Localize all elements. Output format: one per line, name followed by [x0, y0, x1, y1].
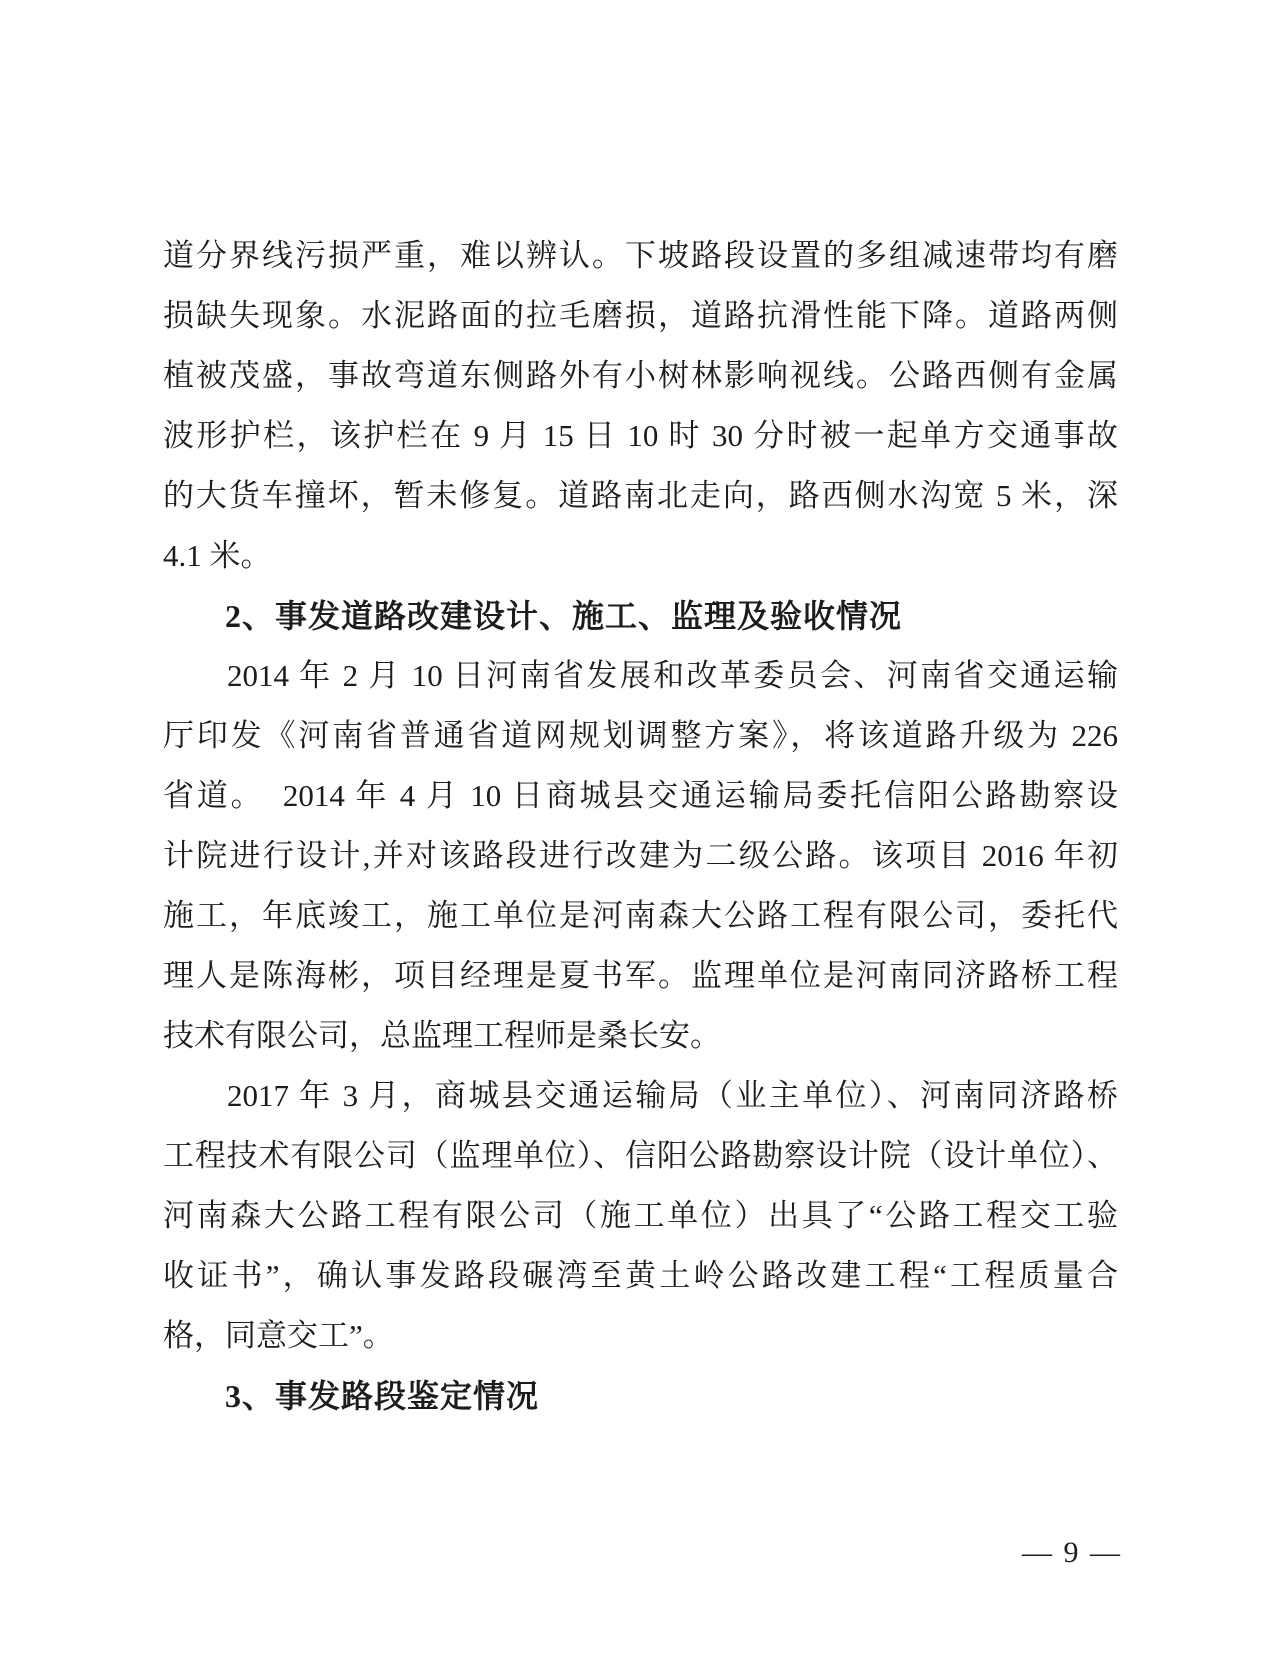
text-line: 省道。 2014 年 4 月 10 日商城县交通运输局委托信阳公路勘察设	[163, 778, 1118, 813]
text-line: 2014 年 2 月 10 日河南省发展和改革委员会、河南省交通运输	[227, 658, 1118, 693]
text-line: 计院进行设计,并对该路段进行改建为二级公路。该项目 2016 年初	[163, 838, 1118, 873]
text-line: 波形护栏，该护栏在 9 月 15 日 10 时 30 分时被一起单方交通事故	[163, 418, 1118, 453]
section-heading-2: 2、事发道路改建设计、施工、监理及验收情况	[225, 598, 903, 634]
text-line: 理人是陈海彬，项目经理是夏书军。监理单位是河南同济路桥工程	[163, 958, 1118, 993]
section-heading-3: 3、事发路段鉴定情况	[225, 1378, 540, 1414]
text-line: 植被茂盛，事故弯道东侧路外有小树林影响视线。公路西侧有金属	[163, 358, 1118, 393]
text-line: 厅印发《河南省普通省道网规划调整方案》，将该道路升级为 226	[163, 718, 1118, 753]
page-number: — 9 —	[1022, 1536, 1122, 1569]
text-line: 技术有限公司，总监理工程师是桑长安。	[163, 1018, 721, 1053]
text-line: 道分界线污损严重，难以辨认。下坡路段设置的多组减速带均有磨	[163, 238, 1118, 273]
text-line: 河南森大公路工程有限公司（施工单位）出具了“公路工程交工验	[163, 1198, 1118, 1233]
text-line: 损缺失现象。水泥路面的拉毛磨损，道路抗滑性能下降。道路两侧	[163, 298, 1118, 333]
document-text-block	[163, 226, 1118, 1426]
text-line: 工程技术有限公司（监理单位）、信阳公路勘察设计院（设计单位）、	[163, 1138, 1118, 1173]
text-line: 收证书”，确认事发路段碾湾至黄土岭公路改建工程“工程质量合	[163, 1258, 1118, 1293]
text-line: 4.1 米。	[163, 538, 272, 573]
text-line: 施工，年底竣工，施工单位是河南森大公路工程有限公司，委托代	[163, 898, 1118, 933]
text-line: 2017 年 3 月，商城县交通运输局（业主单位）、河南同济路桥	[227, 1078, 1118, 1113]
text-line: 的大货车撞坏，暂未修复。道路南北走向，路西侧水沟宽 5 米，深	[163, 478, 1118, 513]
text-line: 格，同意交工”。	[163, 1318, 394, 1353]
